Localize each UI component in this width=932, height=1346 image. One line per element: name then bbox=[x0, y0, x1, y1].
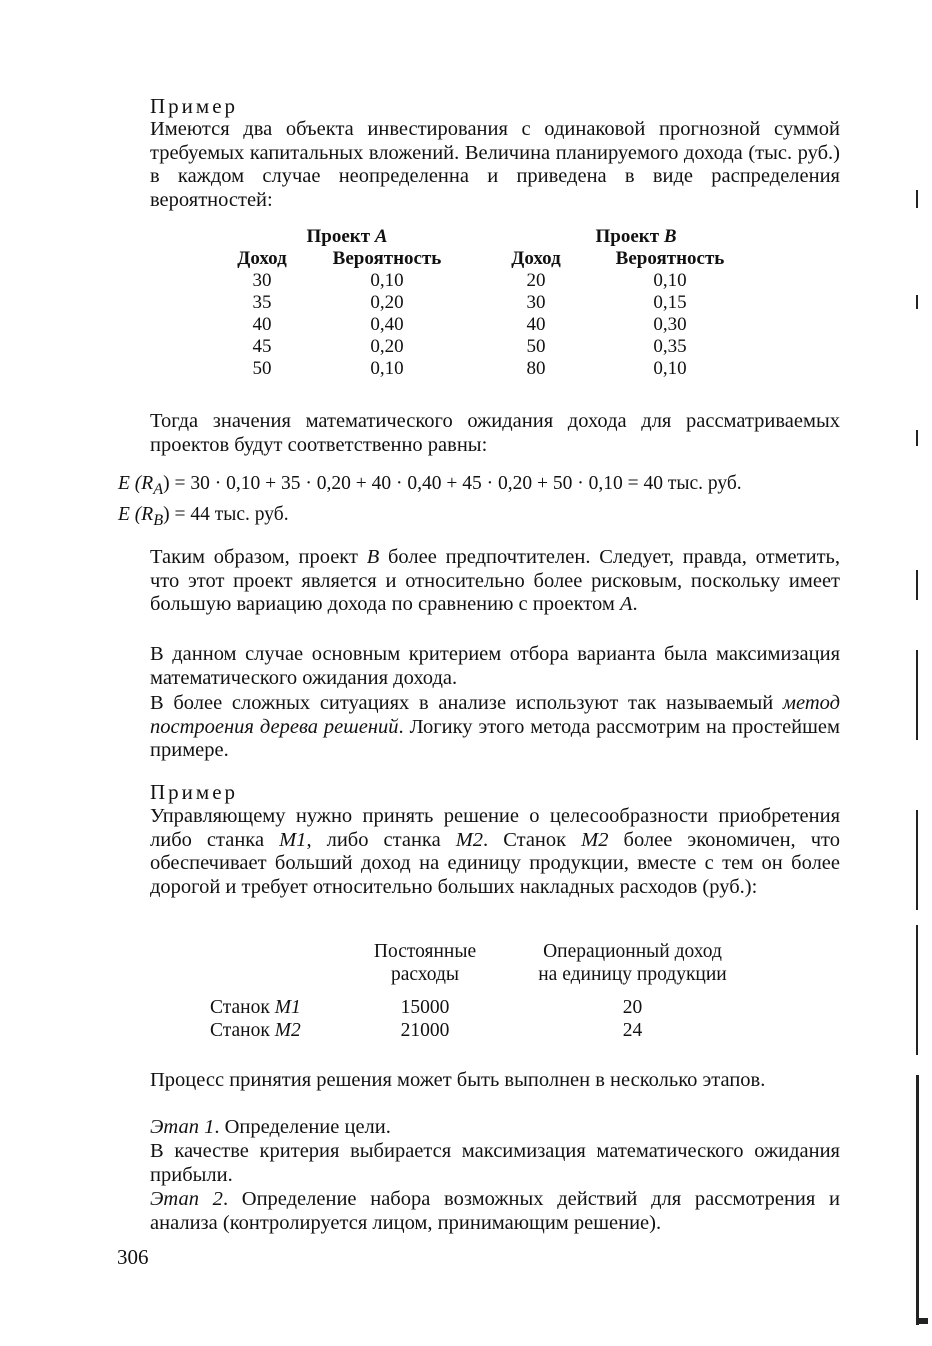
scan-mark bbox=[916, 810, 918, 910]
scan-mark bbox=[916, 570, 918, 600]
col-prob-b: Вероятность bbox=[615, 248, 725, 269]
machines-table bbox=[210, 940, 760, 1042]
stage2-text: Этап 2. Определение набора возможных действий для рассмотрения и анализа (контролируется лицом, принимающим решение). bbox=[150, 1188, 840, 1234]
table-row: 40 0,40 40 0,30 bbox=[252, 314, 687, 335]
process-text: Процесс принятия решения может быть выполнен в несколько этапов. bbox=[150, 1069, 766, 1091]
table-row: 50 0,10 80 0,10 bbox=[252, 358, 687, 379]
example1-intro: Имеются два объекта инвестирования с одинаковой прогнозной суммой требуемых капитальных вложений. Величина планируемого дохода (тыс. руб.) в каждом случае неопределенна и приведена в виде распределения вероятностей: bbox=[150, 118, 840, 211]
scan-mark bbox=[916, 190, 918, 208]
then-text-block bbox=[150, 410, 840, 457]
example2-intro: Управляющему нужно принять решение о целесообразности приобретения либо станка М1, либо станка М2. Станок М2 более экономичен, что обеспечивает больший доход на единицу продукции, вместе с тем он более дорогой и требует относительно больших накладных расходов (руб.): bbox=[150, 805, 840, 898]
table-row: 30 0,10 20 0,10 bbox=[252, 270, 687, 291]
formula-expectation-b: E $(R_B) = 44$ тыс. руб. bbox=[118, 504, 289, 529]
scan-mark bbox=[916, 1075, 919, 1325]
complex-text: В более сложных ситуациях в анализе используют так называемый метод построения дерева решений. Логику этого метода рассмотрим на простейшем примере. bbox=[150, 692, 840, 761]
example2-heading: Пример bbox=[150, 780, 239, 804]
table-row: Станок М2 21000 24 bbox=[210, 1020, 643, 1041]
formula-expectation-a: E $(R_A) = 30 \cdot 0,10 + 35 \cdot 0,20 + 40 \cdot 0,40 + 45 \cdot 0,20 + 50 \cdot 0,10 = 40$ тыс. руб. bbox=[118, 473, 742, 498]
criterion-text: В данном случае основным критерием отбора варианта была максимизация математического ожидания дохода. bbox=[150, 643, 840, 689]
scan-mark bbox=[916, 925, 918, 1055]
complex-block bbox=[150, 692, 840, 763]
stage1-desc: В качестве критерия выбирается максимизация математического ожидания прибыли. bbox=[150, 1140, 840, 1186]
example1-heading: Пример bbox=[150, 94, 239, 118]
conclusion-block bbox=[150, 546, 840, 617]
example2-heading-block bbox=[150, 780, 840, 804]
col-operating-income: Операционный доход на единицу продукции bbox=[538, 941, 727, 985]
conclusion-text: Таким образом, проект В более предпочтителен. Следует, правда, отметить, что этот проект является и относительно более рисковым, поскольку имеет большую вариацию дохода по сравнению с проектом А. bbox=[150, 546, 841, 615]
criterion-block bbox=[150, 643, 840, 690]
example1-intro-block bbox=[150, 118, 840, 212]
col-fixed-costs: Постоянные расходы bbox=[373, 941, 477, 985]
projects-probability-table bbox=[222, 226, 770, 380]
machines-table-header bbox=[210, 940, 760, 986]
col-income-a: Доход bbox=[237, 248, 287, 269]
col-prob-a: Вероятность bbox=[332, 248, 442, 269]
page-number: 306 bbox=[117, 1245, 149, 1269]
process-block bbox=[150, 1069, 840, 1093]
stage1-block bbox=[150, 1116, 840, 1140]
table-row: 35 0,20 30 0,15 bbox=[252, 292, 687, 313]
project-b-header: Проект В bbox=[595, 226, 677, 247]
table-header-columns bbox=[222, 248, 770, 270]
stage1-text: Этап 1. Определение цели. bbox=[150, 1116, 391, 1138]
stage2-block bbox=[150, 1188, 840, 1235]
table-row: Станок М1 15000 20 bbox=[210, 997, 643, 1018]
scan-mark bbox=[916, 295, 918, 309]
scan-mark bbox=[916, 430, 918, 446]
scan-mark bbox=[916, 650, 918, 740]
example1-heading-block bbox=[150, 94, 840, 118]
scan-mark bbox=[916, 1318, 928, 1324]
col-income-b: Доход bbox=[511, 248, 561, 269]
stage1-desc-block bbox=[150, 1140, 840, 1187]
example2-intro-block bbox=[150, 805, 840, 899]
project-a-header: Проект А bbox=[306, 226, 388, 247]
table-header-projects bbox=[222, 226, 770, 248]
table-row: 45 0,20 50 0,35 bbox=[252, 336, 687, 357]
then-text: Тогда значения математического ожидания дохода для рассматриваемых проектов будут соответственно равны: bbox=[150, 410, 840, 456]
